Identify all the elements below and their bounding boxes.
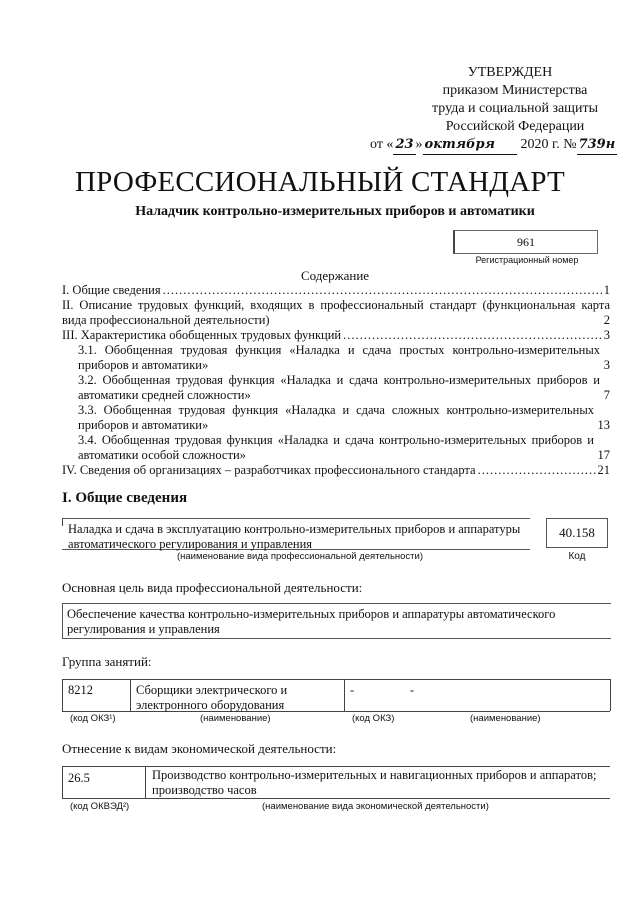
toc-item-1[interactable] xyxy=(62,283,610,298)
toc-item-3-3[interactable] xyxy=(78,403,610,433)
toc-item-page: 3 xyxy=(603,328,610,342)
activity-name: Наладка и сдача в эксплуатацию контрольно-измерительных приборов и аппаратуры автоматического регулирования и управления xyxy=(68,522,521,551)
group-label-name-2: (наименование) xyxy=(470,713,541,724)
code-label: Код xyxy=(568,551,586,562)
date-day: 23 xyxy=(393,136,415,155)
okved-table-bottom xyxy=(62,798,610,799)
goal-field xyxy=(62,603,611,639)
group-heading: Группа занятий: xyxy=(62,654,152,669)
approval-line-3: труда и социальной защиты xyxy=(432,101,598,116)
group-table-border xyxy=(130,679,131,711)
approval-line-4: Российской Федерации xyxy=(445,119,585,134)
okved-code: 26.5 xyxy=(68,771,90,785)
toc-leader xyxy=(478,463,596,478)
document-title: ПРОФЕССИОНАЛЬНЫЙ СТАНДАРТ xyxy=(75,166,565,198)
group-label-code: (код ОКЗ¹) xyxy=(70,713,116,724)
toc-item-text: 3.1. Обобщенная трудовая функция «Наладка и сдача простых контрольно-измерительных приборов и автоматики» xyxy=(78,343,600,372)
date-prefix: от « xyxy=(370,137,394,152)
section-heading: I. Общие сведения xyxy=(62,490,188,506)
group-table-border xyxy=(62,679,63,711)
approval-date xyxy=(370,136,630,155)
activity-name-field xyxy=(62,518,530,550)
toc-item-3-2[interactable] xyxy=(78,373,610,403)
date-mid: » xyxy=(415,137,423,152)
toc-item-page: 13 xyxy=(597,418,610,432)
group-code-2: - xyxy=(350,683,355,697)
toc-item-text: IV. Сведения об организациях – разработчиках профессионального стандарта xyxy=(62,463,476,477)
okved-table-border xyxy=(62,766,63,798)
document-subtitle: Наладчик контрольно-измерительных приборов и автоматики xyxy=(135,204,535,219)
okved-label-name: (наименование вида экономической деятельности) xyxy=(262,801,489,812)
registration-label: Регистрационный номер xyxy=(475,255,579,265)
group-table-top xyxy=(62,679,610,680)
group-table-border xyxy=(344,679,345,711)
toc-item-page: 3 xyxy=(603,358,610,372)
toc-item-text: 3.3. Обобщенная трудовая функция «Наладка и сдача сложных контрольно-измерительных приборов и автоматики» xyxy=(78,403,594,432)
toc-item-3[interactable] xyxy=(62,328,610,343)
toc-item-text: I. Общие сведения xyxy=(62,283,161,297)
date-month: октября xyxy=(423,136,517,155)
okved-label-code: (код ОКВЭД²) xyxy=(70,801,130,812)
field-border xyxy=(62,518,63,526)
toc-leader xyxy=(343,328,602,343)
approval-line-2: приказом Министерства xyxy=(442,83,588,98)
date-year: 2020 г. № xyxy=(520,137,577,152)
group-code: 8212 xyxy=(68,683,93,697)
toc-item-page: 17 xyxy=(597,448,610,462)
group-name-2: - xyxy=(410,683,415,697)
goal-heading: Основная цель вида профессиональной деятельности: xyxy=(62,580,363,595)
toc-item-3-1[interactable] xyxy=(78,343,610,373)
activity-label: (наименование вида профессиональной деятельности) xyxy=(176,551,424,562)
okved-table-border xyxy=(145,766,146,798)
toc-item-page: 2 xyxy=(603,313,610,327)
order-number: 739н xyxy=(577,136,618,155)
okved-heading: Отнесение к видам экономической деятельности: xyxy=(62,741,337,756)
toc-item-text: III. Характеристика обобщенных трудовых функций xyxy=(62,328,342,342)
approval-block xyxy=(370,64,630,155)
okved-name: Производство контрольно-измерительных и навигационных приборов и аппаратов; производство часов xyxy=(152,768,597,797)
toc-item-page: 7 xyxy=(603,388,610,402)
group-table-border xyxy=(610,679,611,711)
toc-item-page: 21 xyxy=(597,463,610,477)
group-name: Сборщики электрического и электронного оборудования xyxy=(136,683,288,712)
toc-item-4[interactable] xyxy=(62,463,610,478)
registration-number: 961 xyxy=(453,230,598,254)
activity-code: 40.158 xyxy=(546,518,608,548)
toc-item-3-4[interactable] xyxy=(78,433,610,463)
toc-item-text: 3.4. Обобщенная трудовая функция «Наладка и сдача контрольно-измерительных приборов и автоматики особой сложности» xyxy=(78,433,594,462)
toc-heading: Содержание xyxy=(300,268,370,283)
toc-item-text: 3.2. Обобщенная трудовая функция «Наладка и сдача контрольно-измерительных приборов и автоматики средней сложности» xyxy=(78,373,600,402)
group-label-name: (наименование) xyxy=(200,713,271,724)
goal-text: Обеспечение качества контрольно-измерительных приборов и аппаратуры автоматического регулирования и управления xyxy=(67,607,556,636)
group-label-code-2: (код ОКЗ) xyxy=(352,713,395,724)
toc-leader xyxy=(163,283,602,298)
toc-item-2[interactable] xyxy=(62,298,610,328)
toc-item-page: 1 xyxy=(603,283,610,297)
toc-item-text: II. Описание трудовых функций, входящих в профессиональный стандарт (функциональная карта вида профессиональной деятельности) xyxy=(62,298,610,327)
approval-line-1: УТВЕРЖДЕН xyxy=(467,65,553,80)
